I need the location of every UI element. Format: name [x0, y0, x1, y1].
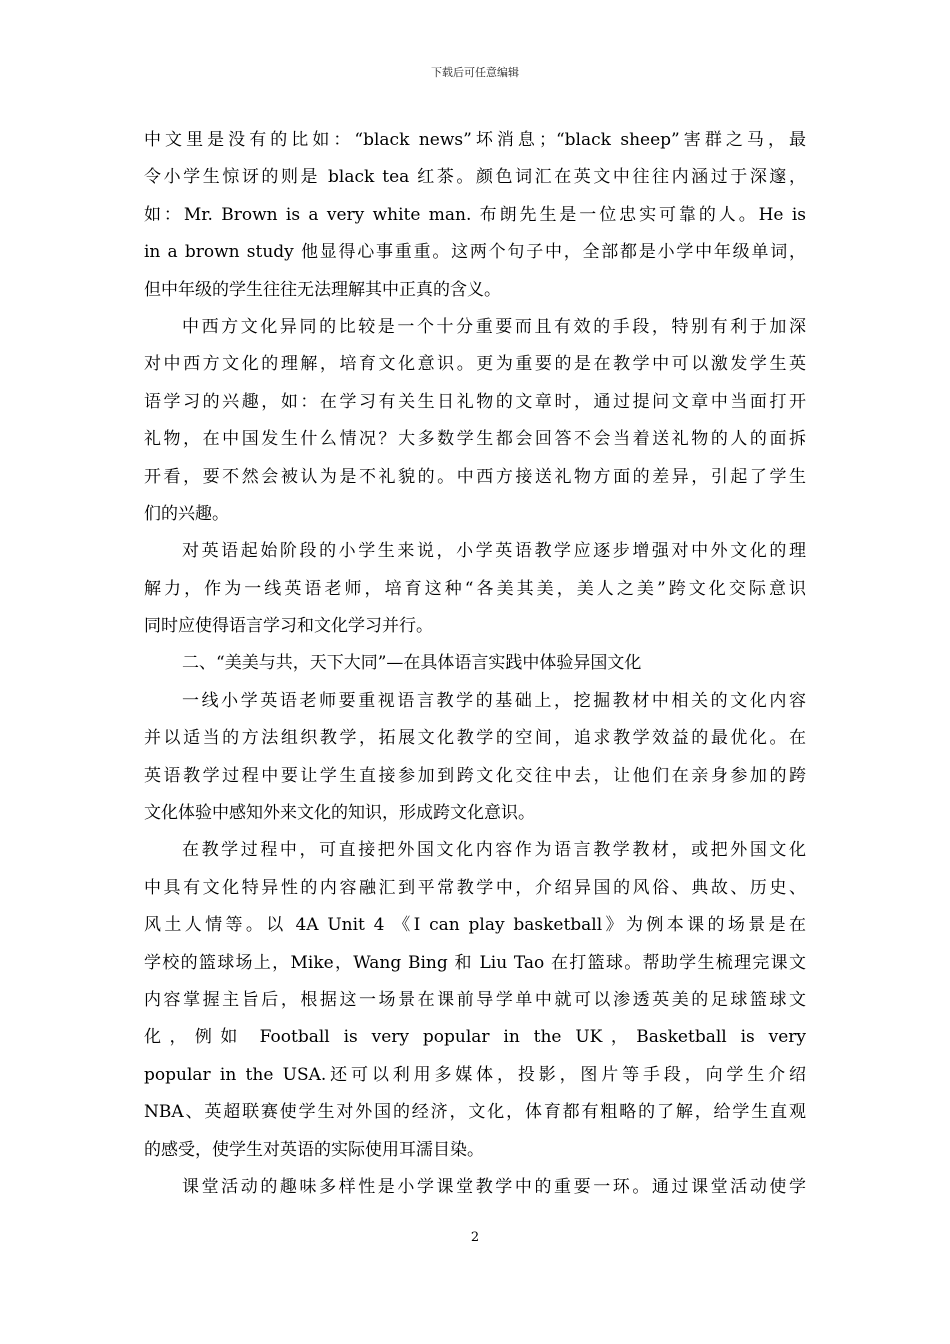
text-line: 对中西方文化的理解，培育文化意识。更为重要的是在教学中可以激发学生英 — [144, 354, 806, 375]
text-line: 英语教学过程中要让学生直接参加到跨文化交往中去，让他们在亲身参加的跨 — [144, 765, 806, 786]
text-line: 语学习的兴趣，如：在学习有关生日礼物的文章时，通过提问文章中当面打开 — [144, 391, 806, 412]
text-line: 解力，作为一线英语老师，培育这种“各美其美，美人之美”跨文化交际意识 — [144, 578, 806, 599]
text-line: 一线小学英语老师要重视语言教学的基础上，挖掘教材中相关的文化内容 — [182, 690, 806, 711]
text-line: 们的兴趣。 — [144, 503, 229, 524]
text-line: 化，例如 Football is very popular in the UK，Basketball is very — [144, 1027, 806, 1048]
text-line: 文化体验中感知外来文化的知识，形成跨文化意识。 — [144, 803, 535, 824]
text-line: 同时应使得语言学习和文化学习并行。 — [144, 616, 433, 637]
text-line: 开看，要不然会被认为是不礼貌的。中西方接送礼物方面的差异，引起了学生 — [144, 466, 806, 487]
text-line: 学校的篮球场上，Mike，Wang Bing 和 Liu Tao 在打篮球。帮助学生梳理完课文 — [144, 952, 806, 973]
text-line: 中西方文化异同的比较是一个十分重要而且有效的手段，特别有利于加深 — [182, 316, 806, 337]
text-line: 中文里是没有的比如：“black news”坏消息；“black sheep”害群之马，最 — [144, 130, 806, 150]
text-line: 在教学过程中，可直接把外国文化内容作为语言教学教材，或把外国文化 — [182, 840, 806, 861]
document-body — [144, 122, 806, 1206]
text-line: 的感受，使学生对英语的实际使用耳濡目染。 — [144, 1139, 484, 1160]
text-line: 如：Mr. Brown is a very white man. 布朗先生是一位忠实可靠的人。He is — [144, 204, 806, 225]
text-line: 二、“美美与共，天下大同”—在具体语言实践中体验异国文化 — [182, 653, 642, 674]
text-line: 内容掌握主旨后，根据这一场景在课前导学单中就可以渗透英美的足球篮球文 — [144, 989, 806, 1010]
text-line: 对英语起始阶段的小学生来说，小学英语教学应逐步增强对中外文化的理 — [182, 541, 806, 562]
text-line: 风土人情等。以 4A Unit 4 《I can play basketball》为例本课的场景是在 — [144, 915, 806, 936]
page-number: 2 — [470, 1230, 480, 1245]
page-header: 下载后可任意编辑 — [431, 66, 519, 79]
text-line: 中具有文化特异性的内容融汇到平常教学中，介绍异国的风俗、典故、历史、 — [144, 877, 806, 898]
text-line: 但中年级的学生往往无法理解其中正真的含义。 — [144, 279, 501, 300]
text-line: in a brown study 他显得心事重重。这两个句子中，全部都是小学中年级单词， — [144, 242, 806, 263]
text-line: 课堂活动的趣味多样性是小学课堂教学中的重要一环。通过课堂活动使学 — [182, 1176, 806, 1197]
text-line: 令小学生惊讶的则是 black tea 红茶。颜色词汇在英文中往往内涵过于深邃， — [144, 167, 806, 188]
text-line: 并以适当的方法组织教学，拓展文化教学的空间，追求教学效益的最优化。在 — [144, 728, 806, 749]
text-line: 礼物，在中国发生什么情况？大多数学生都会回答不会当着送礼物的人的面拆 — [144, 429, 806, 450]
text-line: NBA、英超联赛使学生对外国的经济，文化，体育都有粗略的了解，给学生直观 — [144, 1102, 806, 1123]
text-line: popular in the USA.还可以利用多媒体，投影，图片等手段，向学生介绍 — [144, 1064, 806, 1085]
